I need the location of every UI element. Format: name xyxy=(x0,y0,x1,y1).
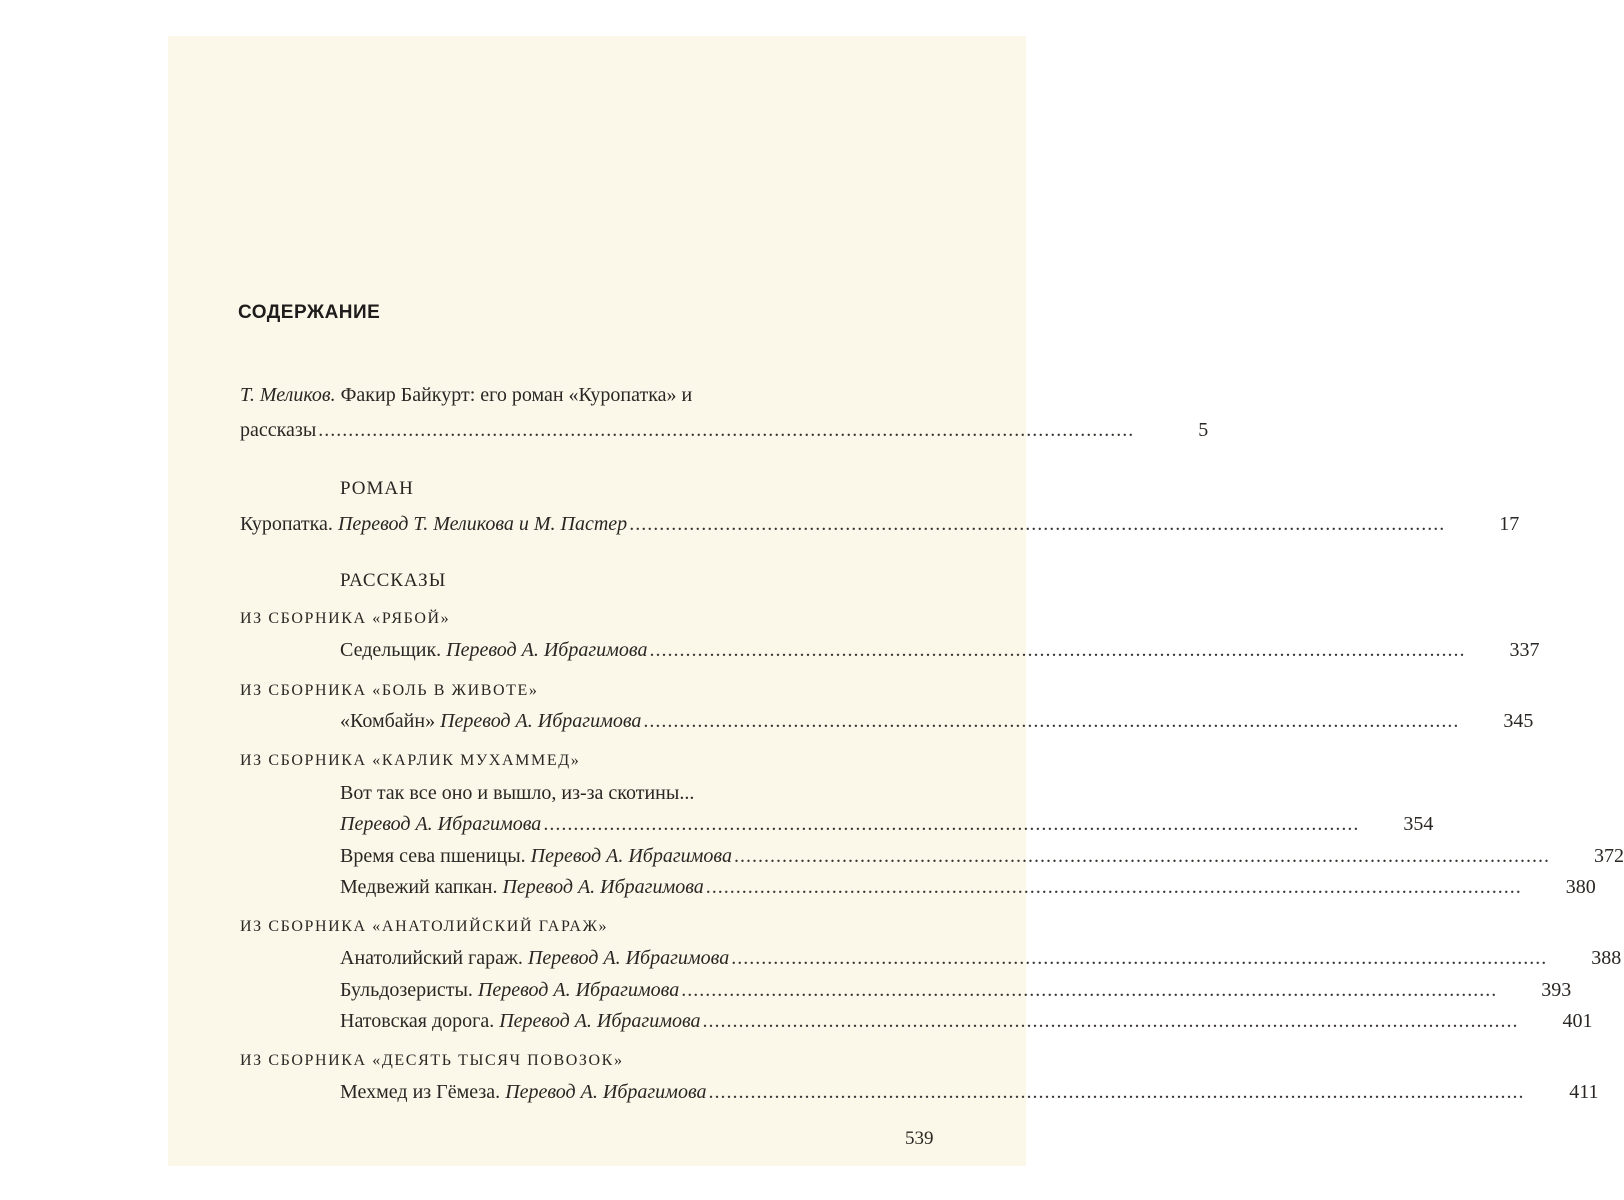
intro-title: Факир Байкурт: его роман «Куропатка» и xyxy=(340,384,693,406)
leader-dots: ........................................................................................................................................ xyxy=(543,813,1360,835)
page-number: 401 xyxy=(1562,1010,1593,1032)
toc-entry-story[interactable] xyxy=(340,812,1434,836)
toc-entry-novel[interactable] xyxy=(240,512,1520,536)
collection-heading: ИЗ СБОРНИКА «АНАТОЛИЙСКИЙ ГАРАЖ» xyxy=(240,918,609,935)
page-number: 354 xyxy=(1403,813,1434,835)
entry-translator: Перевод А. Ибрагимова xyxy=(505,1081,707,1103)
entry-translator: Перевод А. Ибрагимова xyxy=(530,845,732,867)
entry-title: Куропатка. xyxy=(240,513,333,535)
entry-title: Натовская дорога. xyxy=(340,1010,495,1032)
toc-entry-story[interactable] xyxy=(340,946,1622,970)
page-number: 17 xyxy=(1499,513,1520,535)
intro-author: Т. Меликов. xyxy=(240,384,336,406)
page-number: 337 xyxy=(1509,639,1540,661)
entry-title: Время сева пшеницы. xyxy=(340,845,526,867)
page-number: 411 xyxy=(1569,1081,1599,1103)
toc-entry-story[interactable] xyxy=(340,978,1572,1002)
page-number: 5 xyxy=(1198,419,1209,441)
entry-title: Медвежий капкан. xyxy=(340,876,498,898)
entry-translator: Перевод А. Ибрагимова xyxy=(477,979,680,1001)
page-number: 393 xyxy=(1541,979,1572,1001)
entry-translator: Перевод А. Ибрагимова xyxy=(340,813,542,835)
section-heading-stories: РАССКАЗЫ xyxy=(340,570,447,591)
folio-page-number: 539 xyxy=(905,1128,934,1149)
toc-entry-intro[interactable] xyxy=(240,418,1209,442)
leader-dots: ........................................................................................................................................ xyxy=(629,513,1446,535)
entry-title: Седельщик. xyxy=(340,639,442,661)
page-title: СОДЕРЖАНИЕ xyxy=(238,302,381,323)
entry-translator: Перевод А. Ибрагимова xyxy=(502,876,704,898)
entry-title: Бульдозеристы. xyxy=(340,979,473,1001)
leader-dots: ........................................................................................................................................ xyxy=(708,1081,1525,1103)
page-number: 345 xyxy=(1503,710,1534,732)
page-number: 388 xyxy=(1591,947,1622,969)
toc-entry-story[interactable] xyxy=(340,1009,1593,1033)
leader-dots: ........................................................................................................................................ xyxy=(643,710,1460,732)
leader-dots: ........................................................................................................................................ xyxy=(731,947,1548,969)
toc-entry-story[interactable] xyxy=(340,638,1540,662)
entry-translator: Перевод А. Ибрагимова xyxy=(440,710,642,732)
toc-entry-story[interactable] xyxy=(340,875,1596,899)
intro-title-line1 xyxy=(240,383,890,407)
leader-dots: ........................................................................................................................................ xyxy=(649,639,1466,661)
page-number: 372 xyxy=(1593,845,1624,867)
collection-heading: ИЗ СБОРНИКА «БОЛЬ В ЖИВОТЕ» xyxy=(240,682,539,699)
entry-translator: Перевод А. Ибрагимова xyxy=(527,947,730,969)
entry-translator: Перевод А. Ибрагимова xyxy=(446,639,648,661)
toc-entry-story[interactable] xyxy=(340,844,1624,868)
intro-title-cont: рассказы xyxy=(240,419,317,441)
leader-dots: ........................................................................................................................................ xyxy=(318,419,1135,441)
entry-title: Мехмед из Гёмеза. xyxy=(340,1081,501,1103)
section-heading-novel: РОМАН xyxy=(340,478,414,499)
entry-translator: Перевод А. Ибрагимова xyxy=(499,1010,701,1032)
collection-heading: ИЗ СБОРНИКА «ДЕСЯТЬ ТЫСЯЧ ПОВОЗОК» xyxy=(240,1052,624,1069)
toc-entry-story[interactable] xyxy=(340,709,1534,733)
entry-title: «Комбайн» xyxy=(340,710,436,732)
leader-dots: ........................................................................................................................................ xyxy=(733,845,1550,867)
entry-title: Анатолийский гараж. xyxy=(340,947,523,969)
leader-dots: ........................................................................................................................................ xyxy=(702,1010,1519,1032)
leader-dots: ........................................................................................................................................ xyxy=(681,979,1498,1001)
collection-heading: ИЗ СБОРНИКА «КАРЛИК МУХАММЕД» xyxy=(240,752,581,769)
leader-dots: ........................................................................................................................................ xyxy=(705,876,1522,898)
toc-entry-story[interactable] xyxy=(340,1080,1599,1104)
collection-heading: ИЗ СБОРНИКА «РЯБОЙ» xyxy=(240,610,451,627)
entry-translator: Перевод Т. Меликова и М. Пастер xyxy=(337,513,628,535)
page-number: 380 xyxy=(1565,876,1596,898)
entry-title: Вот так все оно и вышло, из-за скотины... xyxy=(340,782,695,804)
